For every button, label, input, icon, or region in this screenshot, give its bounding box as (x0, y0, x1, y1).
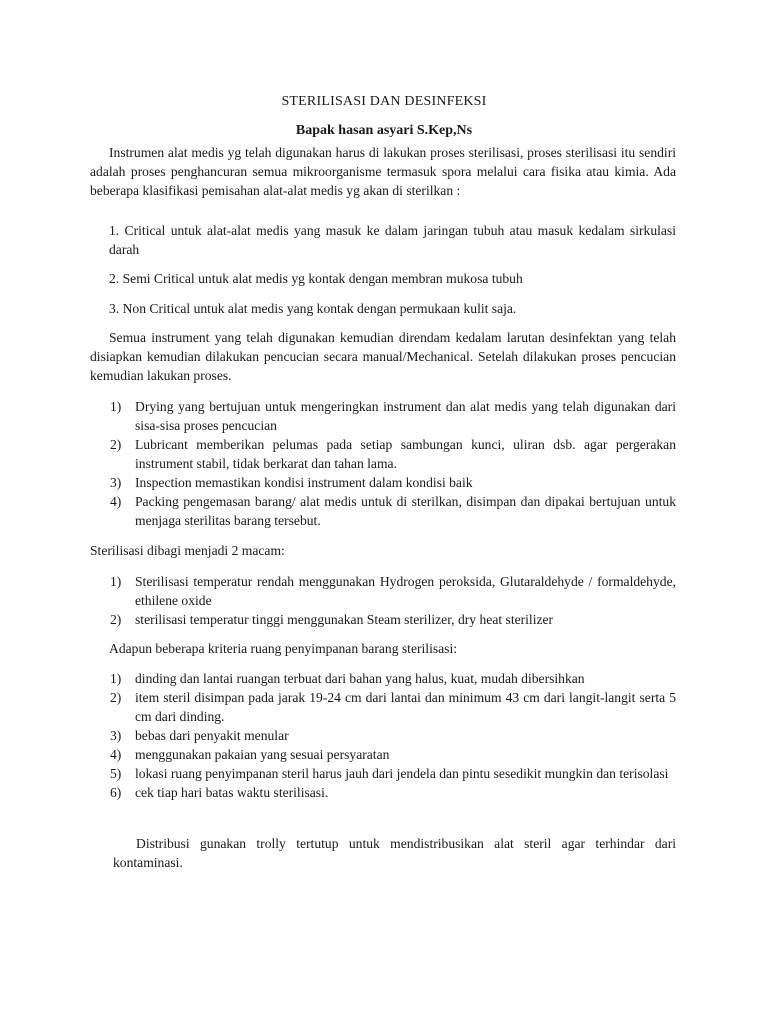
list-item-number: 1) (110, 574, 122, 589)
list-item-text: cek tiap hari batas waktu sterilisasi. (135, 785, 329, 800)
list-item (90, 783, 676, 802)
list-item (90, 492, 676, 530)
types-intro: Sterilisasi dibagi menjadi 2 macam: (90, 543, 285, 558)
list-item (90, 435, 676, 473)
intro-paragraph: Instrumen alat medis yg telah digunakan harus di lakukan proses sterilisasi, proses sterilisasi itu sendiri adalah proses penghancuran semua mikroorganisme termasuk spora melalui cara fisika atau kimia. Ada beberapa klasifikasi pemisahan alat-alat medis yg akan di sterilkan : (90, 145, 676, 198)
list-item-text: sterilisasi temperatur tinggi menggunakan Steam sterilizer, dry heat sterilizer (135, 612, 554, 627)
list-item-text: menggunakan pakaian yang sesuai persyaratan (135, 747, 390, 762)
list-item-text: dinding dan lantai ruangan terbuat dari bahan yang halus, kuat, mudah dibersihkan (135, 671, 585, 686)
list-item-text: item steril disimpan pada jarak 19-24 cm dari lantai dan minimum 43 cm dari langit-langit serta 5 cm dari dinding. (135, 690, 676, 724)
document-author: Bapak hasan asyari S.Kep,Ns (295, 123, 473, 138)
list-item-text: Sterilisasi temperatur rendah menggunakan Hydrogen peroksida, Glutaraldehyde / formaldehyde, ethilene oxide (135, 574, 676, 608)
list-item (90, 688, 676, 726)
list-item-number: 2) (110, 690, 122, 705)
classification-item: 3. Non Critical untuk alat medis yang kontak dengan permukaan kulit saja. (109, 301, 517, 316)
process-steps-list (90, 397, 676, 530)
list-item-text: Lubricant memberikan pelumas pada setiap sambungan kunci, uliran dsb. agar pergerakan instrument stabil, tidak berkarat dan tahan lama. (135, 437, 676, 471)
list-item (90, 610, 676, 629)
sterilization-types-list (90, 572, 676, 629)
list-item-number: 4) (110, 494, 122, 509)
list-item (90, 764, 676, 783)
list-item-text: bebas dari penyakit menular (135, 728, 289, 743)
list-item-number: 3) (110, 475, 122, 490)
classification-item: 2. Semi Critical untuk alat medis yg kontak dengan membran mukosa tubuh (109, 271, 523, 286)
list-item-text: Inspection memastikan kondisi instrument dalam kondisi baik (135, 475, 473, 490)
list-item-number: 5) (110, 766, 122, 781)
list-item-number: 4) (110, 747, 122, 762)
list-item-number: 3) (110, 728, 122, 743)
closing-paragraph: Distribusi gunakan trolly tertutup untuk mendistribusikan alat steril agar terhindar dari kontaminasi. (113, 836, 676, 870)
classification-item: 1. Critical untuk alat-alat medis yang masuk ke dalam jaringan tubuh atau masuk kedalam sirkulasi darah (109, 223, 676, 257)
list-item-number: 2) (110, 612, 122, 627)
list-item (90, 726, 676, 745)
list-item-number: 2) (110, 437, 122, 452)
list-item-text: Packing pengemasan barang/ alat medis untuk di sterilkan, disimpan dan dipakai bertujuan untuk menjaga sterilitas barang tersebut. (135, 494, 676, 528)
list-item (90, 397, 676, 435)
list-item-number: 6) (110, 785, 122, 800)
list-item-text: lokasi ruang penyimpanan steril harus jauh dari jendela dan pintu sesedikit mungkin dan terisolasi (135, 766, 669, 781)
list-item (90, 669, 676, 688)
list-item-number: 1) (110, 671, 122, 686)
list-item-text: Drying yang bertujuan untuk mengeringkan instrument dan alat medis yang telah digunakan dari sisa-sisa proses pencucian (135, 399, 676, 433)
list-item (90, 745, 676, 764)
list-item (90, 473, 676, 492)
storage-criteria-list (90, 669, 676, 802)
list-item-number: 1) (110, 399, 122, 414)
storage-intro: Adapun beberapa kriteria ruang penyimpanan barang sterilisasi: (109, 641, 458, 656)
document-title: STERILISASI DAN DESINFEKSI (281, 94, 487, 109)
list-item (90, 572, 676, 610)
process-intro-paragraph: Semua instrument yang telah digunakan kemudian direndam kedalam larutan desinfektan yang telah disiapkan kemudian dilakukan pencucian secara manual/Mechanical. Setelah dilakukan proses pencucian kemudian lakukan proses. (90, 330, 676, 383)
